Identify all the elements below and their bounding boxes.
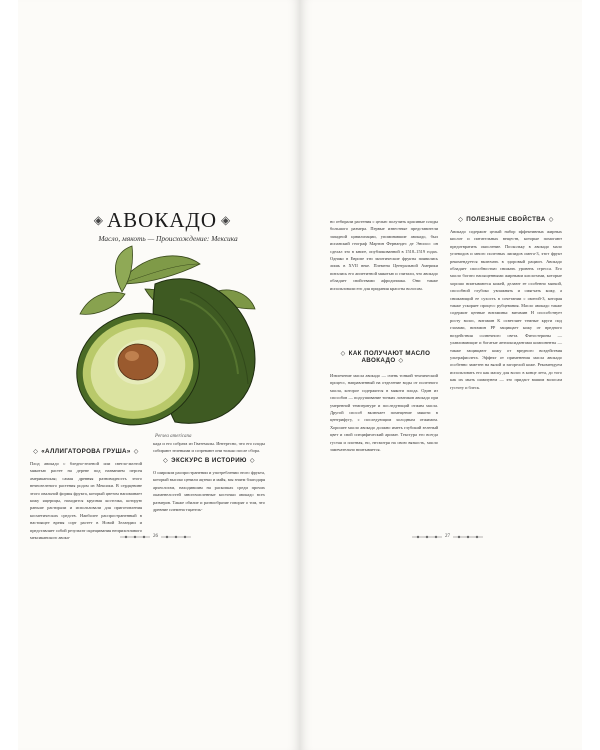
text-column-left-2: О широком распространении и употреблении этого фрукта, который высоко ценили ацтеки и майя, мы знаем благодаря археологам, находившим на раскопках среди прочих окаменелостей многочисленные косточки авокадо всех размеров. Также обилие и разнообразие говорят о том, что древние племена тщатель- — [153, 470, 265, 513]
heading-ornament-icon: ◇ — [398, 358, 404, 364]
sprig-left-icon — [120, 535, 150, 539]
heading-benefits — [450, 216, 562, 223]
heading-ornament-icon: ◇ — [249, 458, 255, 464]
text-column-right-2: Авокадо содержит целый набор эффективных жирных кислот и питательных веществ, которые помогают предотвратить окисление. Поскольку в авокадо мало углеводов и много полезных липидов омега-3, этот фрукт рекомендуется включать в здоровый рацион. Авокадо обладает способностью снижать уровень стресса. Его масло богато насыщенными жирными кислотами, которые хорошо впитываются кожей, делают ее особенно мягкой, способной глубоко увлажнять и смягчать кожу, а снижающий ее сухость в сочетании с омегой-3, которая также ускоряет процесс рубцевания. Масло авокадо также содержит ценные витамины: витамин H способствует росту волос, витамин K осветляет темные круги под глазами, витамин PP защищает кожу от вредного воздействия солнечного света. Фитостерины — улавливающие и богатые антиоксидантами компоненты — также защищают кожу от вредного воздействия ультрафиолета. Эффект от применения масла авокадо особенно заметен на вялой и загорелой коже. Рекомендуем использовать его как маску для волос в конце лета, до того как их мыть шампунем — это придаст вашим волосам густоту и блеск. — [450, 229, 562, 390]
heading-text: ПОЛЕЗНЫЕ СВОЙСТВА — [466, 216, 546, 223]
sprig-right-icon — [453, 535, 483, 539]
text-column-left-2-top: када и его собрата из Гватемалы. Интересно, что его плоды собирают зелеными и созревают они только после сбора. — [153, 441, 265, 454]
ornament-left-icon: ◈ — [93, 213, 103, 227]
pit-icon — [118, 344, 158, 380]
heading-ornament-icon: ◇ — [548, 217, 554, 223]
footer-left — [120, 534, 191, 539]
heading-text: ЭКСКУРС В ИСТОРИЮ — [171, 457, 247, 464]
page-title: АВОКАДО — [106, 208, 217, 232]
heading-text: «АЛЛИГАТОРОВА ГРУША» — [41, 448, 131, 455]
text-column-right-1-top: но отбирали растения с целью получить красивые плоды большого размера. Первые известные представители западной цивилизации, упоминавшие авокадо, был испанский географ Мартин Фернандес де Энсисо: он сделал это в книге, опубликованной в 1518–1519 годах. Однако в Европе эти экзотические фрукты появились лишь в XVII веке. Племена Центральной Америки питались его аппетитной мякотью и считали, что авокадо обладает свойствами афродизиака. Они также использовали его для придания красоты волосам. — [330, 219, 438, 291]
heading-oil-extraction — [330, 350, 438, 364]
heading-ornament-icon: ◇ — [33, 449, 39, 455]
page-number: 27 — [445, 534, 450, 539]
heading-alligator-pear — [30, 448, 142, 455]
title-row — [62, 208, 262, 233]
avocado-illustration — [60, 244, 265, 434]
text-column-left-1: Плод авокадо с бледно-зеленой или светло-желтой мякотью растет на дереве под названием персея американская; самая древняя разновидность этого вечнозеленого растения родом из Мексики. В сердцевине этого овальной формы фрукта, который цветом напоминает кожу ящерицы, находится крупная косточка, которую раньше растирали и использовали для приготовления косметических средств. Наиболее распространенный в настоящее время сорт растет в Новой Зеландии и представляет собой результат скрещивания неприхотливого мексиканского авока- — [30, 461, 143, 541]
sprig-left-icon — [412, 535, 442, 539]
text-column-right-1: Извлечение масла авокадо — очень тонкий технический процесс, направленный на отделение воды от полезного масла, которое содержится в мякоти плода. Один из способов — подсушивание тонких ломтиков авокадо при умеренной температуре и последующий отжим масла. Другой способ включает помещение мякоти в центрифугу, с последующим холодным отжимом. Хорошее масло авокадо должно иметь глубокий зеленый цвет и свой специфический аромат. Текстура его всегда густая и плотная, но, несмотря на свою вязкость, масло замечательно впитывается. — [330, 373, 438, 453]
heading-text: КАК ПОЛУЧАЮТ МАСЛО АВОКАДО — [348, 350, 431, 364]
illustration-caption: Persea americana — [155, 434, 192, 439]
sprig-right-icon — [161, 535, 191, 539]
page-number: 26 — [153, 534, 158, 539]
heading-ornament-icon: ◇ — [340, 351, 346, 357]
ornament-right-icon: ◈ — [221, 213, 231, 227]
heading-ornament-icon: ◇ — [458, 217, 464, 223]
footer-right — [412, 534, 483, 539]
heading-history — [153, 457, 265, 464]
heading-ornament-icon: ◇ — [133, 449, 139, 455]
page-subtitle: Масло, мякоть — Происхождение: Мексика — [98, 234, 238, 243]
heading-ornament-icon: ◇ — [163, 458, 169, 464]
